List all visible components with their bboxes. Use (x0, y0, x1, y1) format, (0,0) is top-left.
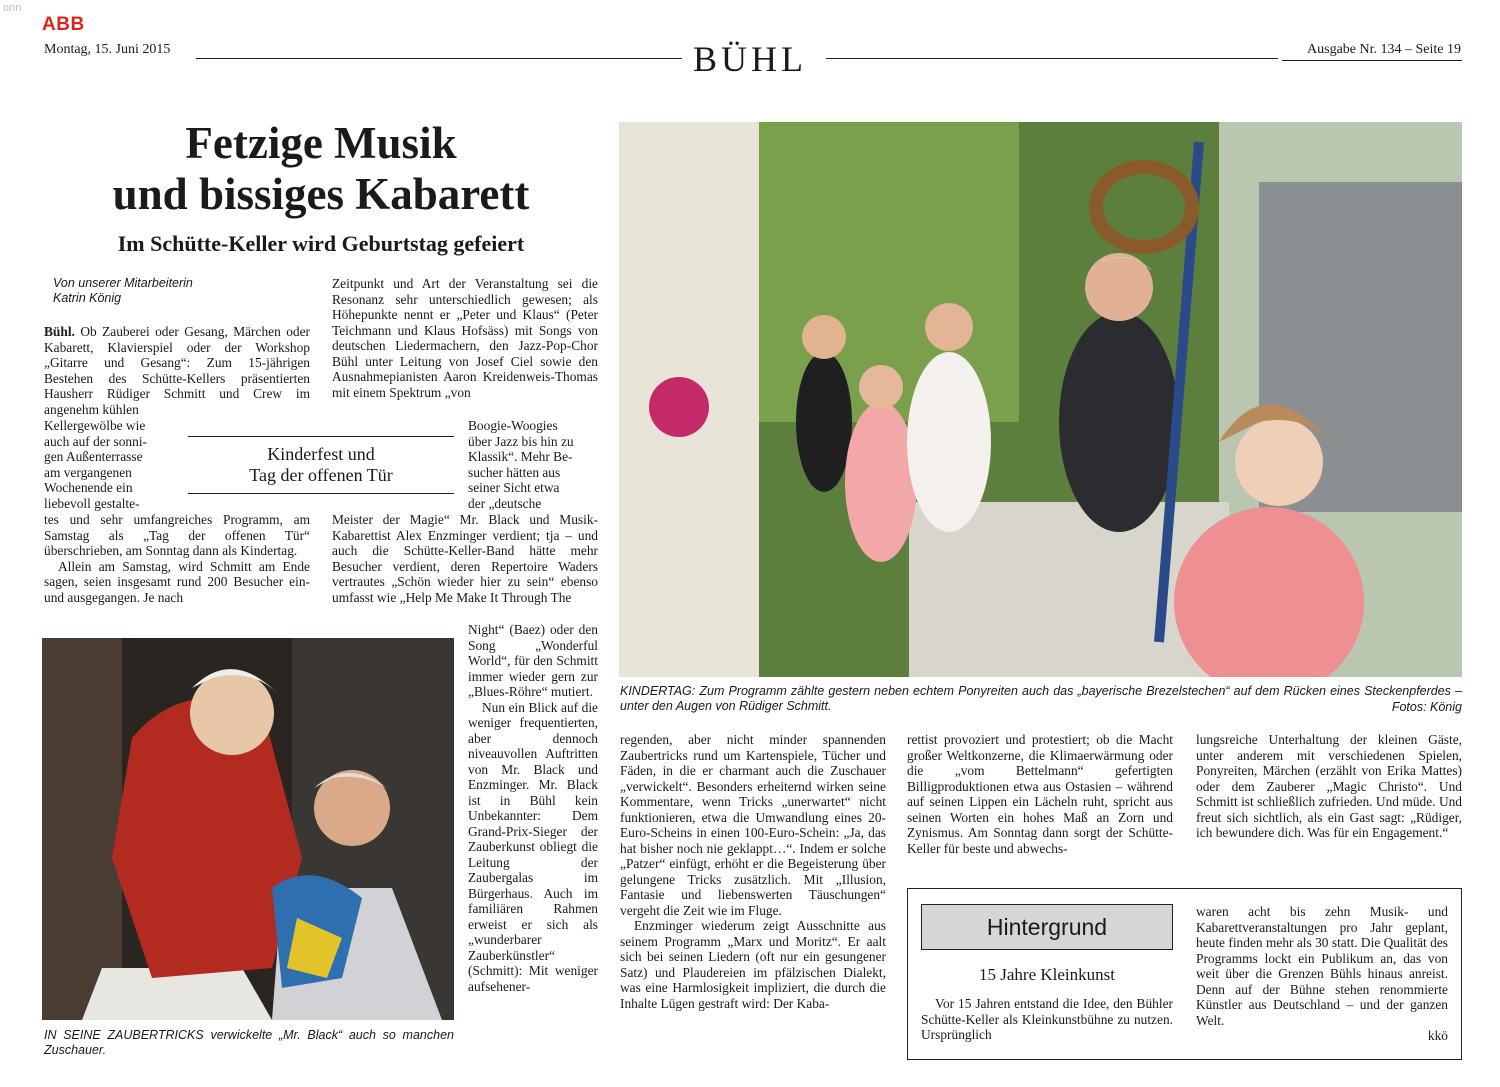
photo-magician (42, 638, 454, 1020)
background-box-text-right: waren acht bis zehn Musik- und Kabarettveranstaltungen pro Jahr geplant, heute finden mehr als 30 statt. Die Qualität des Programms lockt ein Publikum an, das von weit über die Grenzen Bühls hinaus anreist. Denn auf der Bühne stehen renommierte Künstler aus Deutschland – und der ganzen Welt. kkö (1196, 904, 1448, 1043)
paper-logo: ABB (42, 14, 85, 35)
article-column-4: rettist provoziert und protestiert; ob die Macht großer Weltkonzerne, die Klimaerwärmung oder die „vom Bettelmann“ gefertigten Billigproduktionen etwa aus Ostasien – während auf seinen Lippen ein Lächeln ruht, spricht aus seinen Worten ein hohes Maß an Zorn und Zynismus. Am Sonntag dann sorgt der Schütte-Keller für beste und abwechs- (907, 732, 1173, 856)
background-box-text-left: Vor 15 Jahren entstand die Idee, den Bühler Schütte-Keller als Kleinkunstbühne zu nutzen. Ursprünglich (921, 996, 1173, 1042)
article-column-3: regenden, aber nicht minder spannenden Zaubertricks rund um Kartenspiele, Tücher und Fäden, in die er charmant auch die Zuschauer „verwickelt“. Besonders erheiternd wirken seine Kommentare, wenn Tricks „unerwartet“ nicht funktionieren, etwa die Umwandlung eines 20-Euro-Scheins in einen 100-Euro-Schein: „Ja, das hat bisher noch nie geklappt…“. Indem er solche „Patzer“ einfügt, erhöht er die Begeisterung über gelungene Tricks zusätzlich. Mit „Illusion, Fantasie und liebenswerten Täuschungen“ vergeht die Zeit wie im Fluge. Enzminger wiederum zeigt Ausschnitte aus seinem Programm „Marx und Moritz“. Er aalt sich bei seinen Liedern (oft nur ein gesungener Satz) und Plaudereien im pfälzischen Dialekt, was eine Harmlosigkeit impliziert, die durch die Inhalte Lügen gestraft wird: Der Kaba- (620, 732, 886, 1011)
article-subheadline: Im Schütte-Keller wird Geburtstag gefeiert (117, 231, 525, 256)
photo-kindertag-caption: KINDERTAG: Zum Programm zählte gestern neben echtem Ponyreiten auch das „bayerische Brezelstechen“ auf dem Rücken eines Steckenpferdes – unter den Augen von Rüdiger Schmitt. (620, 684, 1462, 713)
byline: Von unserer Mitarbeiterin Katrin König (53, 276, 193, 305)
background-box-signature: kkö (1427, 1028, 1448, 1043)
article-column-1: Bühl. Ob Zauberei oder Gesang, Märchen oder Kabarett, Klavierspiel oder der Workshop „Gitarre und Gesang“: Zum 15-jährigen Bestehen des Schütte-Kellers präsentierten Hausherr Rüdiger Schmitt und Crew im angenehm kühlen (44, 324, 310, 417)
article-column-2-wrap: Boogie-Woogies über Jazz bis hin zu Klassik“. Mehr Be- sucher hätten aus seiner Sicht etwa der „deutsche (468, 418, 574, 511)
article-column-2-mid: Meister der Magie“ Mr. Black und Musik-Kabarettist Alex Enzminger verdient; tja – und auch die Schütte-Keller-Band hätte mehr Besucher verdient, deren Repertoire Waders vertrautes „Schön wieder hier zu sein“ ebenso umfasst wie „Help Me Make It Through The (332, 512, 598, 605)
background-box-label: Hintergrund (921, 904, 1173, 950)
issue-number: Ausgabe Nr. 134 – Seite 19 (1307, 42, 1461, 57)
masthead-underline (1282, 60, 1462, 61)
article-column-2: Zeitpunkt und Art der Veranstaltung sei die Resonanz sehr unterschiedlich gewesen; als Höhepunkte nennt er „Peter und Klaus“ (Peter Teichmann und Klaus Hofsäss) mit Songs von deutschen Liedermachern, den Jazz-Pop-Chor Bühl unter Leitung von Josef Ciel sowie den Ausnahmepianisten Aaron Kreidenweis-Thomas mit einem Spektrum „von (332, 276, 598, 400)
background-box-title: 15 Jahre Kleinkunst (979, 965, 1115, 984)
photo-magician-caption: IN SEINE ZAUBERTRICKS verwickelte „Mr. Black“ auch so manchen Zuschauer. (44, 1028, 454, 1057)
issue-date: Montag, 15. Juni 2015 (44, 42, 171, 57)
photo-credit: Fotos: König (1391, 700, 1462, 714)
photo-kindertag (619, 122, 1462, 677)
corner-mark: onn (3, 2, 22, 14)
section-title: BÜHL (0, 38, 1500, 80)
article-column-1-wrap: Kellergewölbe wie auch auf der sonni- gen Außenterrasse am vergangenen Wochenende ein liebevoll gestalte- (44, 418, 147, 511)
article-column-1-bottom: tes und sehr umfangreiches Programm, am Samstag als „Tag der offenen Tür“ überschrieben, am Sonntag dann als Kindertag. Allein am Samstag, wird Schmitt am Ende sagen, seien insgesamt rund 200 Besucher ein- und ausgegangen. Je nach (44, 512, 310, 605)
article-headline: Fetzige Musik und bissiges Kabarett (112, 118, 530, 219)
info-box: Kinderfest und Tag der offenen Tür (188, 436, 454, 494)
article-column-5: lungsreiche Unterhaltung der kleinen Gäste, unter anderem mit verschiedenen Spielen, Ponyreiten, Märchen (erzählt von Erika Mattes) oder dem Zauberer „Magic Christo“. Und Schmitt ist schließlich zufrieden. Und müde. Und freut sich sichtlich, als ein Gast sagt: „Rüdiger, ich bewundere dich. Was für ein Engagement.“ (1196, 732, 1462, 840)
dateline: Bühl. (44, 324, 75, 339)
article-column-2-narrow: Night“ (Baez) oder den Song „Wonderful World“, für den Schmitt immer wieder gern zur „Blues-Röhre“ mutiert. Nun ein Blick auf die weniger frequentierten, aber dennoch niveauvollen Auftritten von Mr. Black und Enzminger. Mr. Black ist in Bühl kein Unbekannter: Dem Grand-Prix-Sieger der Zauberkunst obliegt die Leitung der Zaubergalas im Bürgerhaus. Auch im familiären Rahmen erweist er sich als „wunderbarer Zauberkünstler“ (Schmitt): Mit weniger aufsehener- (468, 622, 598, 994)
